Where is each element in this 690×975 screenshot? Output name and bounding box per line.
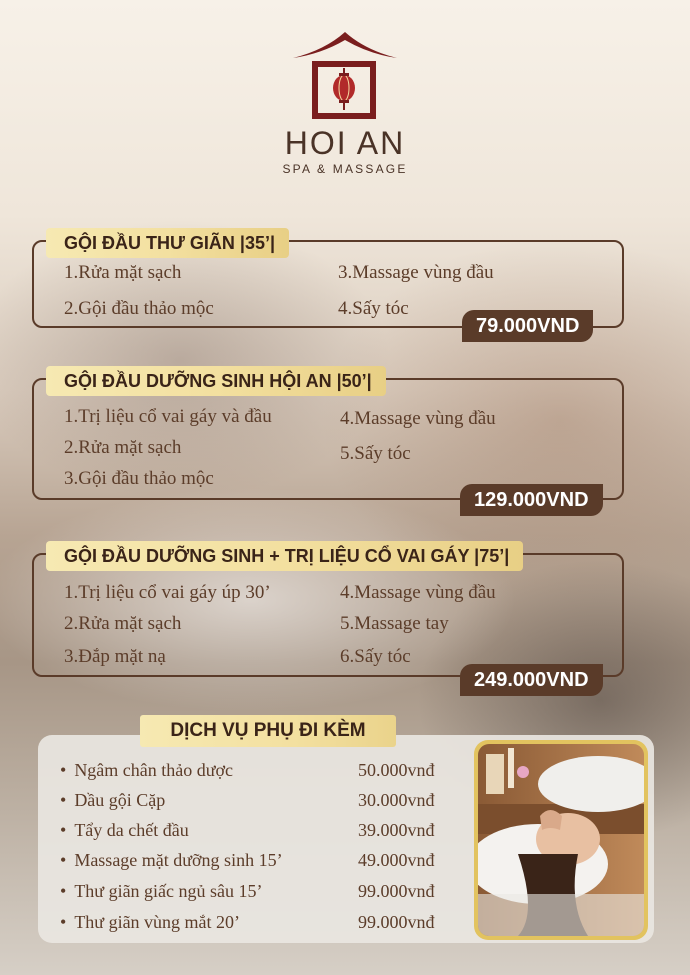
- brand-tagline: SPA & MASSAGE: [282, 162, 408, 176]
- extra-price: 99.000vnđ: [358, 881, 435, 901]
- service-3-item-4: 4.Massage vùng đầu: [340, 582, 496, 603]
- service-3-item-5: 5.Massage tay: [340, 613, 449, 634]
- extra-row: [60, 820, 460, 846]
- extra-price: 50.000vnđ: [358, 760, 435, 780]
- extra-price: 99.000vnđ: [358, 912, 435, 932]
- extra-name: • Massage mặt dưỡng sinh 15’: [60, 850, 283, 871]
- extra-price: 30.000vnđ: [358, 790, 435, 810]
- service-1-item-1: 1.Rửa mặt sạch: [64, 262, 182, 283]
- service-2-item-5: 5.Sấy tóc: [340, 443, 411, 464]
- brand-name: HOI AN: [284, 125, 406, 161]
- extra-name: • Dầu gội Cặp: [60, 790, 165, 811]
- extra-row: [60, 912, 460, 938]
- spa-photo: [478, 744, 644, 936]
- service-title-2: GỘI ĐẦU DƯỠNG SINH HỘI AN |50’|: [46, 366, 386, 396]
- service-title-3: GỘI ĐẦU DƯỠNG SINH + TRỊ LIỆU CỔ VAI GÁY |75’|: [46, 541, 523, 571]
- service-1-item-3: 3.Massage vùng đầu: [338, 262, 494, 283]
- extra-price: 39.000vnđ: [358, 820, 435, 840]
- extra-name: • Ngâm chân thảo dược: [60, 760, 233, 781]
- spa-photo-frame: [474, 740, 648, 940]
- service-2-item-2: 2.Rửa mặt sạch: [64, 437, 182, 458]
- extra-name: • Thư giãn giấc ngủ sâu 15’: [60, 881, 263, 902]
- service-1-item-4: 4.Sấy tóc: [338, 298, 409, 319]
- extra-row: [60, 790, 460, 816]
- extra-price: 49.000vnđ: [358, 850, 435, 870]
- logo: [0, 28, 690, 120]
- extra-name: • Tẩy da chết đầu: [60, 820, 189, 841]
- service-3-item-2: 2.Rửa mặt sạch: [64, 613, 182, 634]
- service-2-item-4: 4.Massage vùng đầu: [340, 408, 496, 429]
- service-2-item-3: 3.Gội đầu thảo mộc: [64, 468, 214, 489]
- extra-name: • Thư giãn vùng mắt 20’: [60, 912, 240, 933]
- extra-row: [60, 760, 460, 786]
- service-3-item-1: 1.Trị liệu cổ vai gáy úp 30’: [64, 582, 271, 603]
- extra-row: [60, 850, 460, 876]
- service-price-1: 79.000VND: [462, 310, 593, 342]
- service-3-item-6: 6.Sấy tóc: [340, 646, 411, 667]
- extras-title: DỊCH VỤ PHỤ ĐI KÈM: [140, 715, 396, 747]
- service-price-2: 129.000VND: [460, 484, 603, 516]
- service-3-item-3: 3.Đắp mặt nạ: [64, 646, 166, 667]
- lantern-house-logo-icon: [285, 28, 405, 120]
- service-price-3: 249.000VND: [460, 664, 603, 696]
- service-2-item-1: 1.Trị liệu cổ vai gáy và đầu: [64, 406, 272, 427]
- service-title-1: GỘI ĐẦU THƯ GIÃN |35’|: [46, 228, 289, 258]
- service-1-item-2: 2.Gội đầu thảo mộc: [64, 298, 214, 319]
- extra-row: [60, 881, 460, 907]
